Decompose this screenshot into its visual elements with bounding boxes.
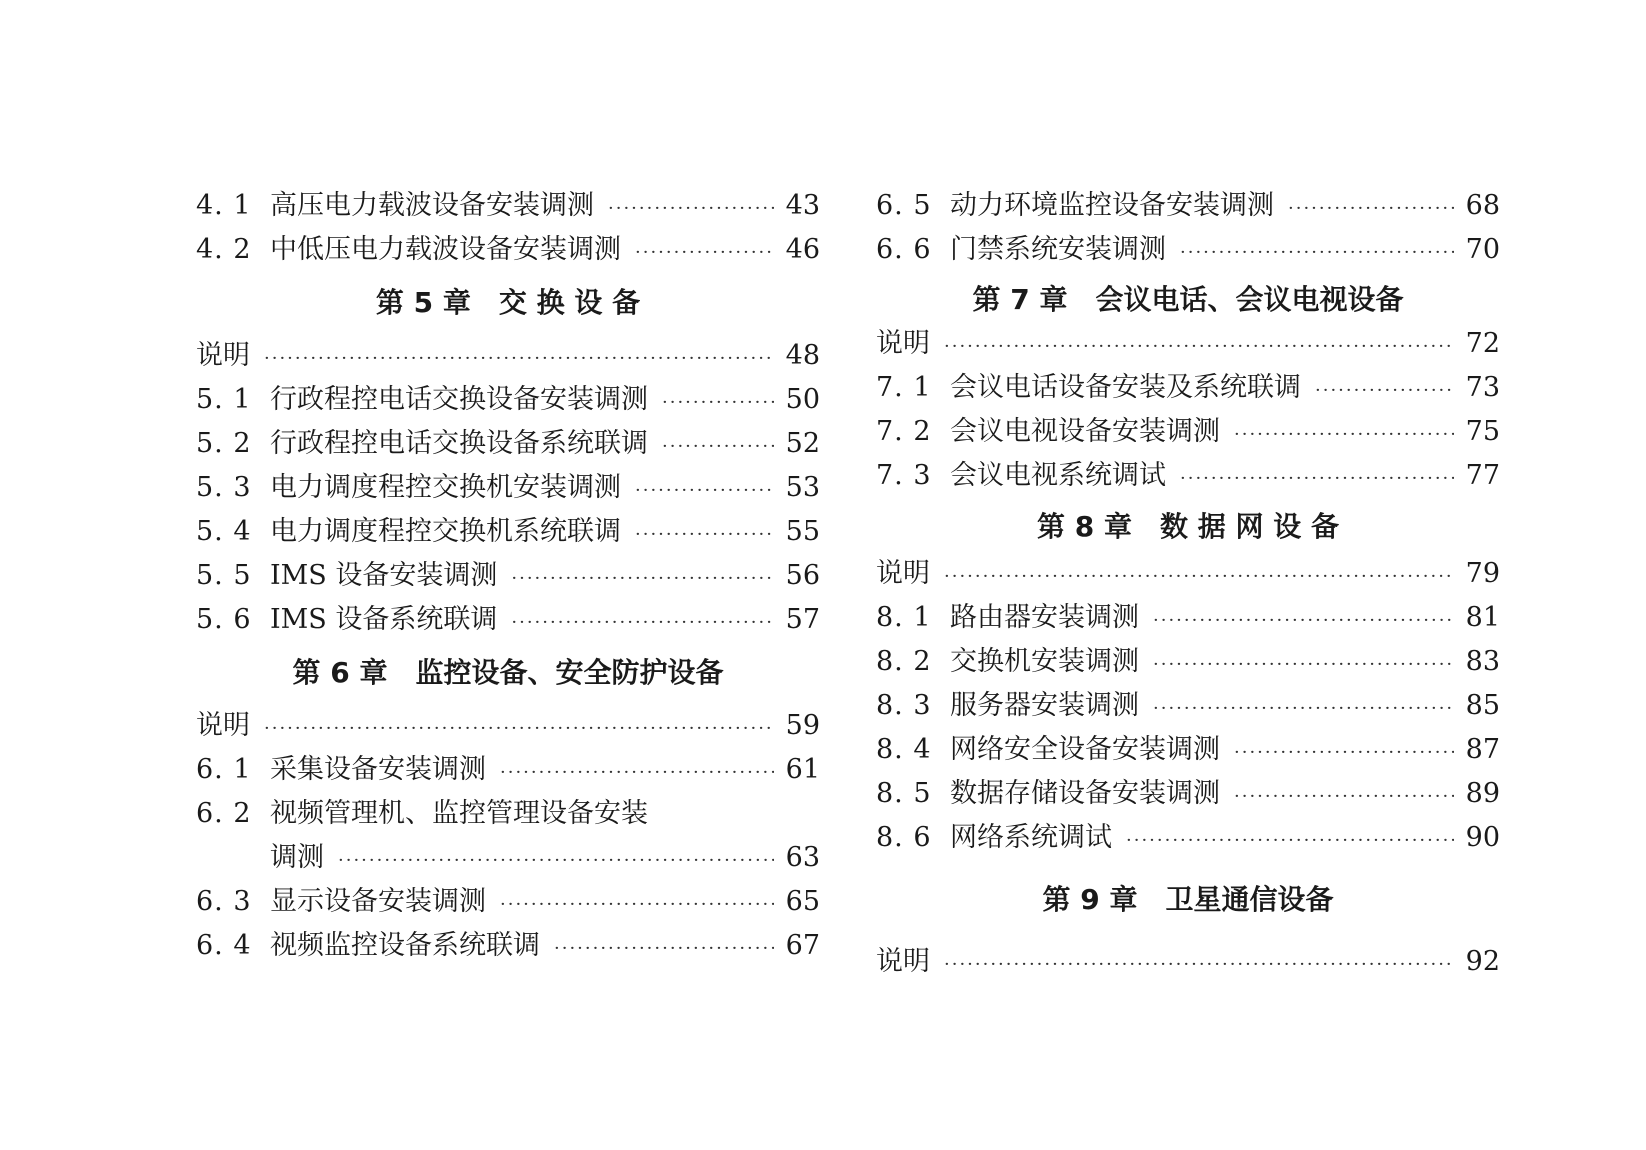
toc-entry-ch5-intro[interactable] — [196, 334, 820, 378]
section-title: 路由器安装调测 — [950, 602, 1139, 633]
chapter-8-heading — [876, 498, 1500, 552]
page-number: 89 — [1465, 778, 1500, 809]
dot-leader — [338, 839, 774, 883]
section-number: 5. 1 — [196, 384, 252, 415]
dot-leader — [500, 883, 774, 927]
toc-entry-ch7-intro[interactable] — [876, 322, 1500, 366]
toc-entry-8-6[interactable] — [876, 816, 1500, 860]
section-title: 行政程控电话交换设备系统联调 — [270, 428, 648, 459]
page-number: 53 — [785, 472, 820, 503]
page-number: 73 — [1465, 372, 1500, 403]
page-number: 55 — [785, 516, 820, 547]
toc-entry-4-2[interactable] — [196, 228, 820, 272]
section-title: 采集设备安装调测 — [270, 754, 486, 785]
dot-leader — [511, 557, 773, 601]
toc-entry-ch9-intro[interactable] — [876, 940, 1500, 984]
toc-entry-7-2[interactable] — [876, 410, 1500, 454]
page-number: 68 — [1465, 190, 1500, 221]
section-title: IMS 设备系统联调 — [270, 604, 498, 635]
toc-entry-5-6[interactable] — [196, 598, 820, 642]
page-number: 63 — [785, 842, 820, 873]
dot-leader — [1234, 413, 1454, 457]
dot-leader — [264, 337, 774, 381]
page-number: 57 — [785, 604, 820, 635]
section-title: 视频管理机、监控管理设备安装 — [270, 798, 648, 829]
section-title: IMS 设备安装调测 — [270, 560, 498, 591]
section-number: 5. 5 — [196, 560, 252, 591]
section-title: 视频监控设备系统联调 — [270, 930, 540, 961]
page-number: 75 — [1465, 416, 1500, 447]
chapter-6-heading — [196, 642, 820, 704]
section-title: 交换机安装调测 — [950, 646, 1139, 677]
section-title: 说明 — [196, 710, 250, 741]
section-number: 6. 3 — [196, 886, 252, 917]
toc-entry-8-2[interactable] — [876, 640, 1500, 684]
page-number: 67 — [785, 930, 820, 961]
page-number: 50 — [785, 384, 820, 415]
dot-leader — [662, 425, 774, 469]
dot-leader — [944, 325, 1454, 369]
page-number: 90 — [1465, 822, 1500, 853]
page-number: 59 — [785, 710, 820, 741]
toc-entry-ch8-intro[interactable] — [876, 552, 1500, 596]
toc-entry-5-1[interactable] — [196, 378, 820, 422]
section-number: 5. 6 — [196, 604, 252, 635]
toc-column-left — [196, 184, 820, 968]
section-title: 服务器安装调测 — [950, 690, 1139, 721]
dot-leader — [944, 555, 1454, 599]
chapter-label: 第 8 章 — [1037, 510, 1132, 543]
dot-leader — [635, 469, 774, 513]
section-number: 8. 4 — [876, 734, 932, 765]
page-number: 52 — [785, 428, 820, 459]
chapter-label: 第 5 章 — [375, 286, 471, 319]
toc-entry-5-2[interactable] — [196, 422, 820, 466]
section-title: 显示设备安装调测 — [270, 886, 486, 917]
section-number: 7. 1 — [876, 372, 932, 403]
page-number: 43 — [785, 190, 820, 221]
section-title: 数据存储设备安装调测 — [950, 778, 1220, 809]
dot-leader — [1315, 369, 1454, 413]
chapter-title: 交 换 设 备 — [498, 286, 641, 319]
toc-entry-5-3[interactable] — [196, 466, 820, 510]
toc-column-right — [876, 184, 1500, 984]
dot-leader — [944, 943, 1454, 987]
section-number: 5. 2 — [196, 428, 252, 459]
page-number: 92 — [1465, 946, 1500, 977]
page-number: 48 — [785, 340, 820, 371]
toc-entry-5-4[interactable] — [196, 510, 820, 554]
dot-leader — [608, 187, 774, 231]
chapter-title: 数 据 网 设 备 — [1159, 510, 1339, 543]
section-number: 6. 1 — [196, 754, 252, 785]
section-number: 7. 2 — [876, 416, 932, 447]
dot-leader — [1126, 819, 1454, 863]
toc-entry-6-1[interactable] — [196, 748, 820, 792]
toc-entry-6-4[interactable] — [196, 924, 820, 968]
page-number: 56 — [785, 560, 820, 591]
section-title: 说明 — [196, 340, 250, 371]
page-number: 77 — [1465, 460, 1500, 491]
toc-entry-7-1[interactable] — [876, 366, 1500, 410]
section-number: 4. 2 — [196, 234, 252, 265]
section-title: 中低压电力载波设备安装调测 — [270, 234, 621, 265]
dot-leader — [1153, 643, 1454, 687]
dot-leader — [500, 751, 774, 795]
section-title: 高压电力载波设备安装调测 — [270, 190, 594, 221]
dot-leader — [1180, 231, 1454, 275]
section-title: 说明 — [876, 946, 930, 977]
page-number: 72 — [1465, 328, 1500, 359]
page-number: 81 — [1465, 602, 1500, 633]
page-number: 61 — [785, 754, 820, 785]
section-number: 8. 3 — [876, 690, 932, 721]
dot-leader — [1153, 599, 1454, 643]
toc-entry-ch6-intro[interactable] — [196, 704, 820, 748]
section-title: 动力环境监控设备安装调测 — [950, 190, 1274, 221]
section-title: 网络安全设备安装调测 — [950, 734, 1220, 765]
toc-entry-8-4[interactable] — [876, 728, 1500, 772]
section-title: 说明 — [876, 558, 930, 589]
dot-leader — [662, 381, 774, 425]
section-number: 6. 4 — [196, 930, 252, 961]
section-number: 8. 6 — [876, 822, 932, 853]
chapter-label: 第 9 章 — [1042, 883, 1138, 916]
section-title-continued: 调测 — [270, 842, 324, 873]
chapter-title: 监控设备、安全防护设备 — [415, 656, 724, 689]
toc-entry-6-6[interactable] — [876, 228, 1500, 272]
section-number: 5. 3 — [196, 472, 252, 503]
page-number: 87 — [1465, 734, 1500, 765]
dot-leader — [554, 927, 774, 971]
dot-leader — [511, 601, 773, 645]
page-number: 70 — [1465, 234, 1500, 265]
section-number: 8. 5 — [876, 778, 932, 809]
section-title: 门禁系统安装调测 — [950, 234, 1166, 265]
section-number: 4. 1 — [196, 190, 252, 221]
section-title: 会议电话设备安装及系统联调 — [950, 372, 1301, 403]
section-title: 会议电视系统调试 — [950, 460, 1166, 491]
page-number: 46 — [785, 234, 820, 265]
section-number: 5. 4 — [196, 516, 252, 547]
dot-leader — [1234, 775, 1454, 819]
section-title: 会议电视设备安装调测 — [950, 416, 1220, 447]
section-number: 7. 3 — [876, 460, 932, 491]
page-number: 65 — [785, 886, 820, 917]
section-number: 6. 6 — [876, 234, 932, 265]
section-title: 电力调度程控交换机安装调测 — [270, 472, 621, 503]
chapter-5-heading — [196, 272, 820, 334]
section-title: 电力调度程控交换机系统联调 — [270, 516, 621, 547]
toc-entry-5-5[interactable] — [196, 554, 820, 598]
toc-entry-6-5[interactable] — [876, 184, 1500, 228]
toc-entry-6-2[interactable] — [196, 792, 820, 836]
toc-entry-8-5[interactable] — [876, 772, 1500, 816]
dot-leader — [1234, 731, 1454, 775]
section-number: 6. 5 — [876, 190, 932, 221]
chapter-9-heading — [876, 860, 1500, 940]
toc-entry-8-3[interactable] — [876, 684, 1500, 728]
dot-leader — [635, 513, 774, 557]
chapter-7-heading — [876, 272, 1500, 322]
chapter-title: 卫星通信设备 — [1165, 883, 1334, 916]
chapter-label: 第 7 章 — [972, 283, 1068, 316]
toc-entry-4-1[interactable] — [196, 184, 820, 228]
chapter-label: 第 6 章 — [292, 656, 388, 689]
dot-leader — [635, 231, 774, 275]
chapter-title: 会议电话、会议电视设备 — [1095, 283, 1404, 316]
section-number: 8. 1 — [876, 602, 932, 633]
page-number: 83 — [1465, 646, 1500, 677]
dot-leader — [264, 707, 774, 751]
section-title: 行政程控电话交换设备安装调测 — [270, 384, 648, 415]
section-title: 说明 — [876, 328, 930, 359]
toc-entry-7-3[interactable] — [876, 454, 1500, 498]
section-number: 6. 2 — [196, 798, 252, 829]
toc-entry-6-2-continued[interactable] — [196, 836, 820, 880]
toc-entry-8-1[interactable] — [876, 596, 1500, 640]
dot-leader — [1153, 687, 1454, 731]
toc-entry-6-3[interactable] — [196, 880, 820, 924]
dot-leader — [1288, 187, 1454, 231]
section-number: 8. 2 — [876, 646, 932, 677]
dot-leader — [1180, 457, 1454, 501]
page-number: 85 — [1465, 690, 1500, 721]
section-title: 网络系统调试 — [950, 822, 1112, 853]
page-number: 79 — [1465, 558, 1500, 589]
